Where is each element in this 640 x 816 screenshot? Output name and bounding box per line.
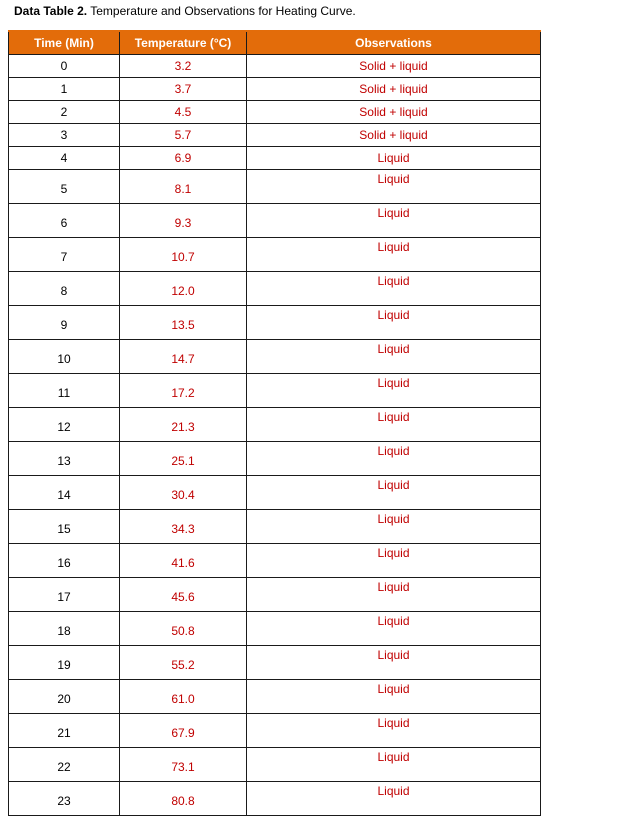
time-cell: 14 [9, 476, 120, 510]
observation-cell: Liquid [247, 476, 541, 510]
table-row [9, 238, 541, 272]
time-cell: 22 [9, 748, 120, 782]
table-body [9, 55, 541, 816]
table-row [9, 510, 541, 544]
table-row [9, 714, 541, 748]
table-row [9, 748, 541, 782]
observation-cell: Liquid [247, 238, 541, 272]
temperature-cell: 34.3 [120, 510, 247, 544]
time-cell: 19 [9, 646, 120, 680]
observation-cell: Liquid [247, 748, 541, 782]
header-time: Time (Min) [9, 31, 120, 55]
observation-cell: Liquid [247, 147, 541, 170]
table-row [9, 147, 541, 170]
observation-cell: Solid + liquid [247, 78, 541, 101]
temperature-cell: 30.4 [120, 476, 247, 510]
table-row [9, 204, 541, 238]
table-row [9, 272, 541, 306]
temperature-cell: 3.2 [120, 55, 247, 78]
time-cell: 16 [9, 544, 120, 578]
header-temperature: Temperature (°C) [120, 31, 247, 55]
observation-cell: Liquid [247, 544, 541, 578]
table-row [9, 578, 541, 612]
observation-cell: Liquid [247, 408, 541, 442]
temperature-cell: 5.7 [120, 124, 247, 147]
observation-cell: Liquid [247, 340, 541, 374]
temperature-cell: 14.7 [120, 340, 247, 374]
observation-cell: Liquid [247, 170, 541, 204]
temperature-cell: 3.7 [120, 78, 247, 101]
table-row [9, 170, 541, 204]
observation-cell: Liquid [247, 374, 541, 408]
observation-cell: Liquid [247, 510, 541, 544]
time-cell: 18 [9, 612, 120, 646]
caption-label: Data Table 2. [14, 4, 88, 18]
temperature-cell: 9.3 [120, 204, 247, 238]
temperature-cell: 67.9 [120, 714, 247, 748]
time-cell: 6 [9, 204, 120, 238]
temperature-cell: 41.6 [120, 544, 247, 578]
time-cell: 21 [9, 714, 120, 748]
table-caption [14, 4, 356, 18]
time-cell: 3 [9, 124, 120, 147]
time-cell: 23 [9, 782, 120, 816]
temperature-cell: 12.0 [120, 272, 247, 306]
temperature-cell: 45.6 [120, 578, 247, 612]
time-cell: 5 [9, 170, 120, 204]
time-cell: 7 [9, 238, 120, 272]
temperature-cell: 13.5 [120, 306, 247, 340]
temperature-cell: 8.1 [120, 170, 247, 204]
table-row [9, 101, 541, 124]
observation-cell: Liquid [247, 782, 541, 816]
observation-cell: Liquid [247, 646, 541, 680]
observation-cell: Liquid [247, 612, 541, 646]
temperature-cell: 10.7 [120, 238, 247, 272]
table-row [9, 680, 541, 714]
header-row [9, 31, 541, 55]
time-cell: 4 [9, 147, 120, 170]
table-row [9, 442, 541, 476]
temperature-cell: 17.2 [120, 374, 247, 408]
table-row [9, 646, 541, 680]
temperature-cell: 21.3 [120, 408, 247, 442]
table-row [9, 782, 541, 816]
time-cell: 20 [9, 680, 120, 714]
time-cell: 9 [9, 306, 120, 340]
time-cell: 0 [9, 55, 120, 78]
observation-cell: Solid + liquid [247, 101, 541, 124]
table-row [9, 55, 541, 78]
table-row [9, 306, 541, 340]
temperature-cell: 50.8 [120, 612, 247, 646]
observation-cell: Liquid [247, 442, 541, 476]
heating-curve-table [8, 30, 541, 816]
time-cell: 17 [9, 578, 120, 612]
time-cell: 13 [9, 442, 120, 476]
observation-cell: Solid + liquid [247, 124, 541, 147]
observation-cell: Liquid [247, 204, 541, 238]
time-cell: 10 [9, 340, 120, 374]
table-row [9, 408, 541, 442]
table-row [9, 476, 541, 510]
time-cell: 8 [9, 272, 120, 306]
observation-cell: Liquid [247, 272, 541, 306]
caption-text: Temperature and Observations for Heating Curve. [87, 4, 356, 18]
temperature-cell: 61.0 [120, 680, 247, 714]
time-cell: 1 [9, 78, 120, 101]
time-cell: 12 [9, 408, 120, 442]
observation-cell: Liquid [247, 714, 541, 748]
temperature-cell: 4.5 [120, 101, 247, 124]
header-observations: Observations [247, 31, 541, 55]
observation-cell: Solid + liquid [247, 55, 541, 78]
time-cell: 15 [9, 510, 120, 544]
time-cell: 2 [9, 101, 120, 124]
table-row [9, 544, 541, 578]
table-row [9, 374, 541, 408]
observation-cell: Liquid [247, 680, 541, 714]
table-row [9, 612, 541, 646]
table-row [9, 340, 541, 374]
temperature-cell: 73.1 [120, 748, 247, 782]
observation-cell: Liquid [247, 578, 541, 612]
observation-cell: Liquid [247, 306, 541, 340]
temperature-cell: 6.9 [120, 147, 247, 170]
temperature-cell: 80.8 [120, 782, 247, 816]
temperature-cell: 55.2 [120, 646, 247, 680]
time-cell: 11 [9, 374, 120, 408]
temperature-cell: 25.1 [120, 442, 247, 476]
table-row [9, 124, 541, 147]
table-row [9, 78, 541, 101]
